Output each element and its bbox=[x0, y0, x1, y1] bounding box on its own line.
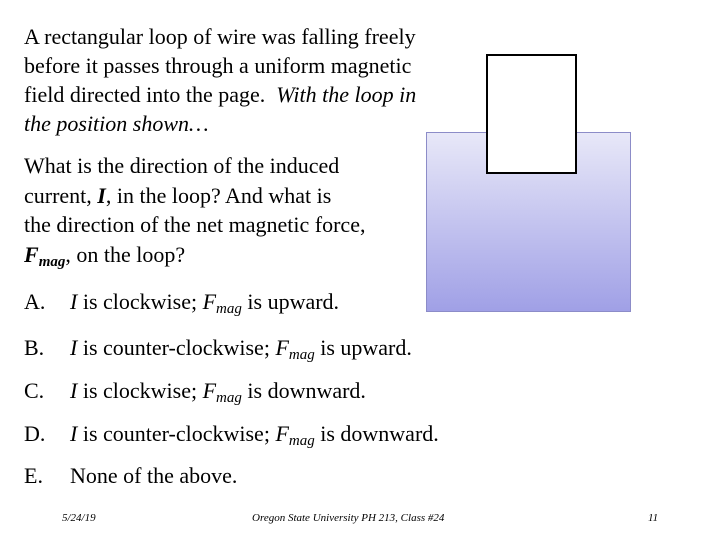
wire-loop bbox=[486, 54, 577, 174]
footer-page-number: 11 bbox=[648, 512, 659, 524]
choice-force: F bbox=[275, 421, 289, 446]
choice-text: is clockwise; bbox=[77, 289, 203, 314]
choice-current: I bbox=[70, 421, 78, 446]
footer-course: Oregon State University PH 213, Class #24 bbox=[252, 512, 445, 524]
choice-text: is counter-clockwise; bbox=[77, 421, 276, 446]
intro-line-1: A rectangular loop of wire was falling freely bbox=[24, 24, 416, 49]
question-line-1: What is the direction of the induced bbox=[24, 153, 340, 178]
choice-letter: D. bbox=[24, 421, 46, 446]
choice-current: I bbox=[70, 289, 78, 314]
question-text bbox=[24, 151, 414, 269]
choice-direction: is downward. bbox=[314, 421, 439, 446]
choice-force-sub: mag bbox=[288, 433, 315, 449]
choice-force-sub: mag bbox=[288, 347, 315, 363]
intro-line-4-italic: the position shown… bbox=[24, 111, 209, 136]
choice-force: F bbox=[202, 378, 217, 403]
choice-force-sub: mag bbox=[216, 301, 242, 317]
choice-direction: is upward. bbox=[314, 335, 412, 360]
choice-text: is clockwise; bbox=[77, 378, 203, 403]
problem-intro bbox=[24, 22, 464, 138]
answer-choice-d[interactable] bbox=[24, 421, 439, 447]
intro-line-2: before it passes through a uniform magnetic bbox=[24, 53, 412, 78]
question-line-3: the direction of the net magnetic force, bbox=[24, 212, 366, 237]
choice-current: I bbox=[70, 378, 78, 403]
choice-letter: E. bbox=[24, 463, 43, 488]
intro-line-3: field directed into the page. bbox=[24, 82, 277, 107]
current-variable: I bbox=[97, 182, 106, 208]
intro-line-3-italic: With the loop in bbox=[276, 82, 417, 107]
choice-current: I bbox=[70, 335, 78, 360]
answer-choice-e[interactable] bbox=[24, 463, 237, 489]
footer-date: 5/24/19 bbox=[62, 512, 96, 524]
choice-letter: B. bbox=[24, 335, 45, 360]
question-line-2a: current, bbox=[24, 182, 98, 208]
force-variable: F bbox=[24, 241, 39, 267]
choice-letter: A. bbox=[24, 289, 46, 314]
answer-choice-c[interactable] bbox=[24, 378, 366, 404]
choice-text: is counter-clockwise; bbox=[77, 335, 276, 360]
answer-choice-a[interactable] bbox=[24, 289, 339, 315]
choice-direction: is upward. bbox=[241, 289, 340, 314]
question-line-2b: , in the loop? And what is bbox=[105, 182, 332, 208]
choice-force-sub: mag bbox=[216, 390, 242, 406]
choice-letter: C. bbox=[24, 378, 45, 403]
answer-choice-b[interactable] bbox=[24, 335, 412, 361]
choice-direction: is downward. bbox=[241, 378, 366, 403]
choice-force: F bbox=[202, 289, 217, 314]
choice-text: None of the above. bbox=[70, 463, 238, 488]
question-line-4b: , on the loop? bbox=[65, 241, 186, 267]
force-subscript: mag bbox=[38, 253, 66, 270]
choice-force: F bbox=[275, 335, 289, 360]
